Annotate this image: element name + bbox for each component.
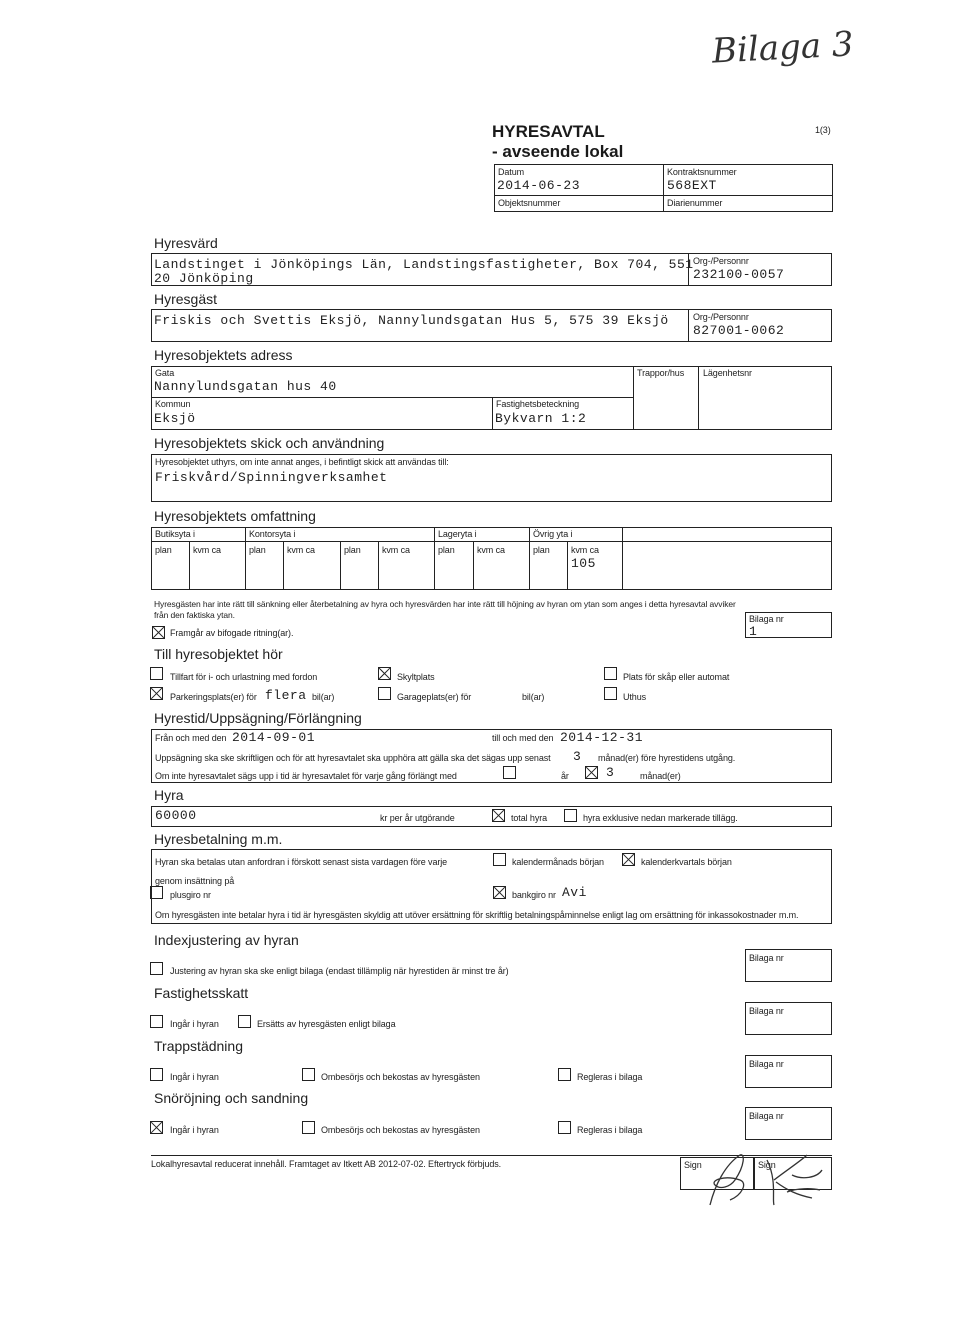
plan-label-3: plan	[344, 545, 361, 555]
parkering-label: Parkeringsplats(er) för	[170, 692, 257, 702]
trapp-ingar-checkbox[interactable]	[150, 1068, 163, 1081]
index-checkbox[interactable]	[150, 962, 163, 975]
omfattning-bilaga-value[interactable]: 1	[749, 624, 758, 639]
total-hyra-label: total hyra	[511, 813, 548, 823]
sno-ombesorjs-label: Ombesörjs och bekostas av hyresgästen	[321, 1125, 480, 1135]
uthus-checkbox[interactable]	[604, 687, 617, 700]
sign-label-2: Sign	[758, 1160, 776, 1170]
plan-label-5: plan	[533, 545, 550, 555]
tillfart-checkbox[interactable]	[150, 667, 163, 680]
kvm-label-4: kvm ca	[477, 545, 505, 555]
bankgiro-label: bankgiro nr	[512, 890, 556, 900]
lagenhet-label: Lägenhetsnr	[703, 368, 752, 378]
plusgiro-label: plusgiro nr	[170, 890, 211, 900]
hyra-value[interactable]: 60000	[155, 808, 197, 823]
ritning-checkbox[interactable]	[152, 626, 165, 639]
sno-ombesorjs-checkbox[interactable]	[302, 1121, 315, 1134]
plan-label-2: plan	[249, 545, 266, 555]
betalning-heading: Hyresbetalning m.m.	[154, 831, 283, 847]
plats-skap-label: Plats för skåp eller automat	[623, 672, 730, 682]
kalendermanad-label: kalendermånads början	[512, 857, 604, 867]
kvm-label-1: kvm ca	[193, 545, 221, 555]
uthus-label: Uthus	[623, 692, 647, 702]
datum-label: Datum	[498, 167, 525, 177]
bankgiro-value[interactable]: Avi	[562, 885, 587, 900]
trapp-regleras-label: Regleras i bilaga	[577, 1072, 643, 1082]
garage-bilar-label: bil(ar)	[522, 692, 545, 702]
skatt-ersatts-checkbox[interactable]	[238, 1015, 251, 1028]
kvm-label-3: kvm ca	[382, 545, 410, 555]
sno-ingar-checkbox[interactable]	[150, 1121, 163, 1134]
forlangning-ar-label: år	[561, 771, 569, 781]
signature-initials-2	[762, 1150, 832, 1210]
omfattning-bilaga-label: Bilaga nr	[749, 614, 784, 624]
hyresgast-name[interactable]: Friskis och Svettis Eksjö, Nannylundsgatan Hus 5, 575 39 Eksjö	[154, 313, 669, 328]
exklusive-label: hyra exklusive nedan markerade tillägg.	[583, 813, 738, 823]
bilaga-handwritten: Bilaga 3	[711, 24, 855, 72]
adress-heading: Hyresobjektets adress	[154, 347, 293, 363]
kontorsyta-label: Kontorsyta i	[249, 529, 296, 539]
fastighet-value[interactable]: Bykvarn 1:2	[495, 411, 587, 426]
skatt-bilaga-label: Bilaga nr	[749, 1006, 784, 1016]
kvm-label-2: kvm ca	[287, 545, 315, 555]
hyresvard-heading: Hyresvärd	[154, 235, 218, 251]
page-number: 1(3)	[815, 125, 831, 135]
hyresvard-org-label: Org-/Personnr	[693, 256, 749, 266]
kalenderkvartal-label: kalenderkvartals början	[641, 857, 732, 867]
skyltplats-checkbox[interactable]	[378, 667, 391, 680]
document-subtitle: - avseende lokal	[492, 142, 624, 161]
diarienummer-label: Diarienummer	[667, 198, 723, 208]
index-heading: Indexjustering av hyran	[154, 932, 299, 948]
omfattning-note: Hyresgästen har inte rätt till sänkning eller återbetalning av hyra och hyresvärden har inte rätt till höjning av hyran om ytan som anges i detta hyresavtal avviker från den faktiska ytan.	[154, 599, 736, 620]
hyresvard-name-2[interactable]: 20 Jönköping	[154, 271, 254, 286]
fran-value[interactable]: 2014-09-01	[232, 730, 316, 745]
hyra-heading: Hyra	[154, 787, 184, 803]
lageryta-label: Lageryta i	[438, 529, 477, 539]
trapp-regleras-checkbox[interactable]	[558, 1068, 571, 1081]
gata-value[interactable]: Nannylundsgatan hus 40	[154, 379, 337, 394]
parkering-value[interactable]: flera	[265, 688, 307, 703]
anvandning-value[interactable]: Friskvård/Spinningverksamhet	[155, 470, 388, 485]
omfattning-heading: Hyresobjektets omfattning	[154, 508, 316, 524]
parkering-bilar-label: bil(ar)	[312, 692, 335, 702]
gata-label: Gata	[155, 368, 175, 378]
garage-label: Garageplats(er) för	[397, 692, 472, 702]
plan-label-1: plan	[155, 545, 172, 555]
ovrig-kvm-value[interactable]: 105	[571, 556, 596, 571]
bankgiro-checkbox[interactable]	[493, 886, 506, 899]
plusgiro-checkbox[interactable]	[150, 886, 163, 899]
trapp-ingar-label: Ingår i hyran	[170, 1072, 219, 1082]
drojsmal-text: Om hyresgästen inte betalar hyra i tid är hyresgästen skyldig att utöver ersättning för skriftlig betalningspåminnelse enligt lag om ersättning för inkassokostnader m.m.	[155, 910, 799, 920]
trapp-ombesorjs-label: Ombesörjs och bekostas av hyresgästen	[321, 1072, 480, 1082]
sign-label-1: Sign	[684, 1160, 702, 1170]
uppsagning-suffix: månad(er) före hyrestidens utgång.	[598, 753, 736, 763]
forlangning-manad-value[interactable]: 3	[606, 765, 615, 780]
kommun-value[interactable]: Eksjö	[154, 411, 196, 426]
total-hyra-checkbox[interactable]	[492, 809, 505, 822]
hyresvard-org-value[interactable]: 232100-0057	[693, 267, 785, 282]
kommun-label: Kommun	[155, 399, 191, 409]
skyltplats-label: Skyltplats	[397, 672, 435, 682]
hyra-kr-label: kr per år utgörande	[380, 813, 455, 823]
trapp-heading: Trappstädning	[154, 1038, 243, 1054]
parkering-checkbox[interactable]	[150, 687, 163, 700]
skatt-ingar-label: Ingår i hyran	[170, 1019, 219, 1029]
exklusive-checkbox[interactable]	[564, 809, 577, 822]
hyresgast-heading: Hyresgäst	[154, 291, 218, 307]
forlangning-manad-label: månad(er)	[640, 771, 681, 781]
till-hyresobjektet-heading: Till hyresobjektet hör	[154, 646, 283, 662]
signature-initials-1	[690, 1145, 760, 1215]
ritning-label: Framgår av bifogade ritning(ar).	[170, 628, 294, 638]
forlangning-ar-checkbox[interactable]	[503, 766, 516, 779]
index-text: Justering av hyran ska ske enligt bilaga (endast tillämplig när hyrestiden är minst tre år)	[170, 966, 509, 976]
ovrig-yta-label: Övrig yta i	[533, 529, 573, 539]
betalning-text: Hyran ska betalas utan anfordran i förskott senast sista vardagen före varje	[155, 857, 448, 867]
datum-value[interactable]: 2014-06-23	[497, 178, 581, 193]
kontraktsnummer-value[interactable]: 568EXT	[667, 178, 717, 193]
footer-text: Lokalhyresavtal reducerat innehåll. Framtaget av Itkett AB 2012-07-02. Eftertryck förbjuds.	[151, 1159, 502, 1169]
garage-checkbox[interactable]	[378, 687, 391, 700]
hyresvard-name-1[interactable]: Landstinget i Jönköpings Län, Landstingsfastigheter, Box 704, 551	[154, 257, 694, 272]
sno-bilaga-label: Bilaga nr	[749, 1111, 784, 1121]
sno-regleras-checkbox[interactable]	[558, 1121, 571, 1134]
skatt-heading: Fastighetsskatt	[154, 985, 249, 1001]
forlangning-text: Om inte hyresavtalet sägs upp i tid är hyresavtalet för varje gång förlängt med	[155, 771, 457, 781]
hyresgast-org-value[interactable]: 827001-0062	[693, 323, 785, 338]
butiksyta-label: Butiksyta i	[155, 529, 195, 539]
fastighet-label: Fastighetsbeteckning	[496, 399, 580, 409]
fran-label: Från och med den	[155, 733, 227, 743]
trapp-bilaga-label: Bilaga nr	[749, 1059, 784, 1069]
plan-label-4: plan	[438, 545, 455, 555]
insattning-label: genom insättning på	[155, 876, 235, 886]
uppsagning-value[interactable]: 3	[573, 749, 582, 764]
forlangning-manad-checkbox[interactable]	[585, 766, 598, 779]
kalendermanad-checkbox[interactable]	[493, 853, 506, 866]
plats-skap-checkbox[interactable]	[604, 667, 617, 680]
document-title: HYRESAVTAL	[492, 122, 605, 141]
sno-regleras-label: Regleras i bilaga	[577, 1125, 643, 1135]
kontraktsnummer-label: Kontraktsnummer	[667, 167, 737, 177]
kalenderkvartal-checkbox[interactable]	[622, 853, 635, 866]
trappor-label: Trappor/hus	[637, 368, 685, 378]
anvandning-heading: Hyresobjektets skick och användning	[154, 435, 385, 451]
kvm-label-5: kvm ca	[571, 545, 599, 555]
trapp-ombesorjs-checkbox[interactable]	[302, 1068, 315, 1081]
till-value[interactable]: 2014-12-31	[560, 730, 644, 745]
anvandning-note: Hyresobjektet uthyrs, om inte annat anges, i befintligt skick att användas till:	[155, 457, 449, 467]
hyresgast-org-label: Org-/Personnr	[693, 312, 749, 322]
uppsagning-text: Uppsägning ska ske skriftligen och för att hyresavtalet ska upphöra att gälla ska det sägas upp senast	[155, 753, 551, 763]
skatt-ingar-checkbox[interactable]	[150, 1015, 163, 1028]
objektsnummer-label: Objektsnummer	[498, 198, 561, 208]
skatt-ersatts-label: Ersätts av hyresgästen enligt bilaga	[257, 1019, 396, 1029]
till-label: till och med den	[492, 733, 554, 743]
sno-heading: Snöröjning och sandning	[154, 1090, 309, 1106]
index-bilaga-label: Bilaga nr	[749, 953, 784, 963]
hyrestid-heading: Hyrestid/Uppsägning/Förlängning	[154, 710, 362, 726]
tillfart-label: Tillfart för i- och urlastning med fordon	[170, 672, 318, 682]
sno-ingar-label: Ingår i hyran	[170, 1125, 219, 1135]
